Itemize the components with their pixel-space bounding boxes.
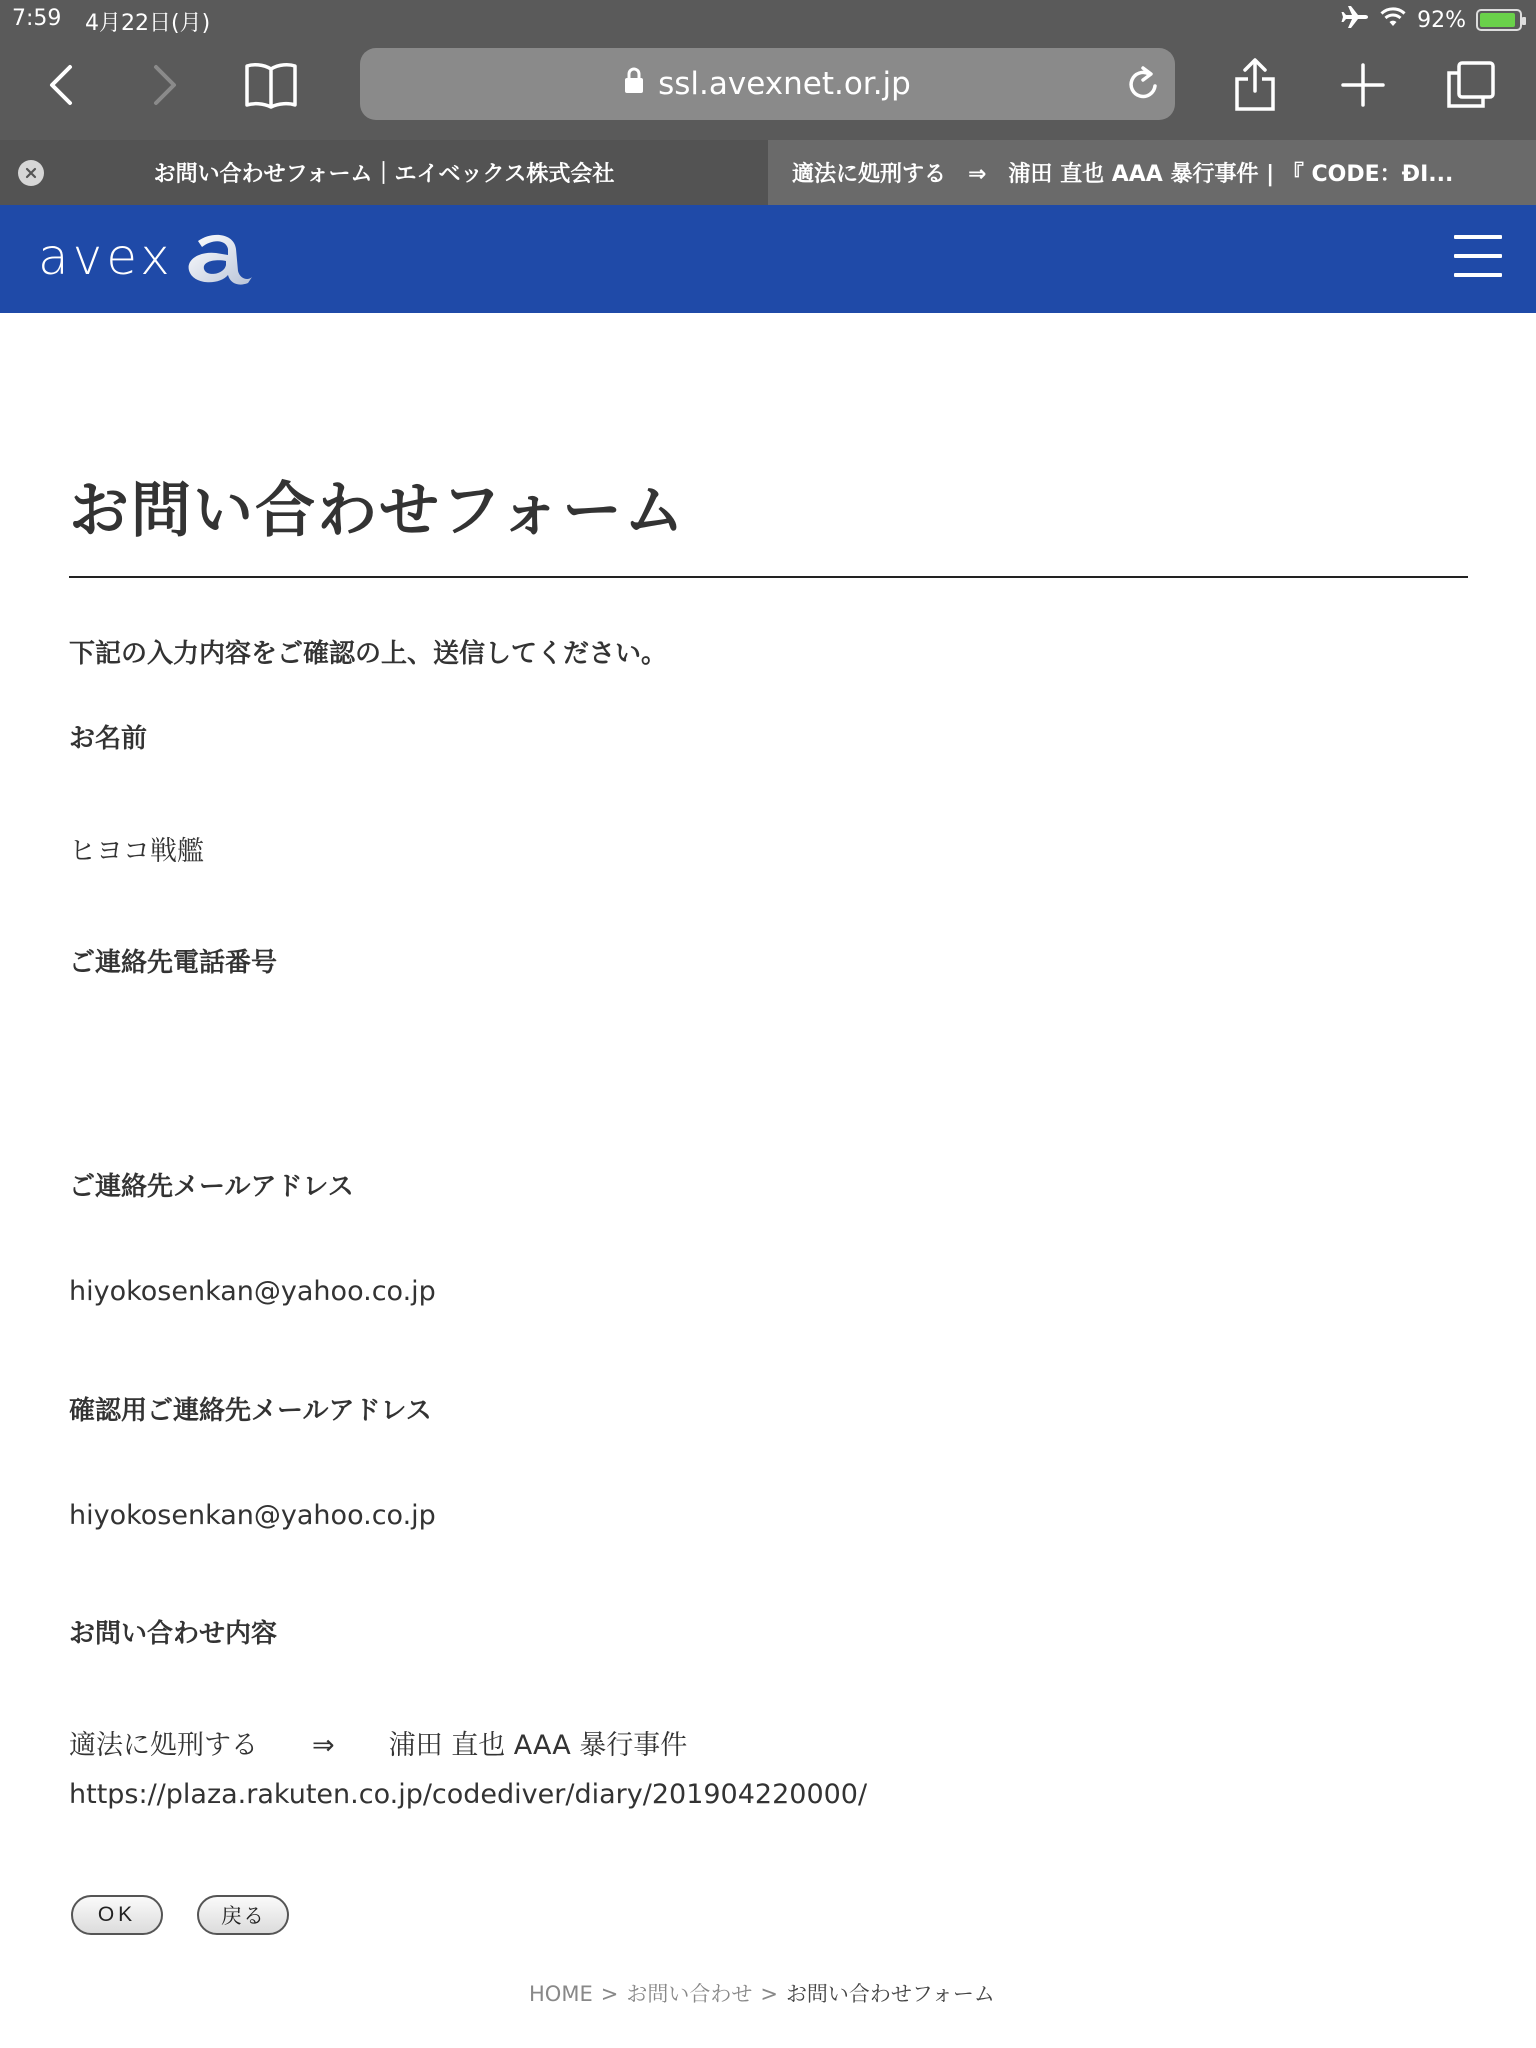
address-bar[interactable] xyxy=(360,48,1175,120)
url-text: ssl.avexnet.or.jp xyxy=(658,66,911,102)
form-actions xyxy=(71,1895,289,1935)
reload-icon[interactable] xyxy=(1125,64,1161,110)
status-time: 7:59 xyxy=(12,6,62,31)
breadcrumb-contact[interactable]: お問い合わせ xyxy=(626,1982,753,2006)
status-bar xyxy=(0,0,1536,40)
page-title: お問い合わせフォーム xyxy=(69,476,686,546)
bookmarks-button[interactable] xyxy=(236,50,306,120)
field-value-email-confirm: hiyokosenkan@yahoo.co.jp xyxy=(69,1500,436,1531)
instruction-text: 下記の入力内容をご確認の上、送信してください。 xyxy=(69,639,668,669)
field-value-inquiry-url: https://plaza.rakuten.co.jp/codediver/diary/201904220000/ xyxy=(69,1779,868,1810)
field-label-phone: ご連絡先電話番号 xyxy=(69,948,278,978)
breadcrumb xyxy=(529,1978,995,2008)
status-indicators xyxy=(1341,5,1522,35)
back-button[interactable] xyxy=(26,50,96,120)
breadcrumb-home[interactable]: HOME xyxy=(529,1982,593,2006)
new-tab-button[interactable] xyxy=(1328,50,1398,120)
tab-strip xyxy=(0,140,1536,205)
breadcrumb-separator: > xyxy=(760,1982,778,2006)
lock-icon xyxy=(624,66,644,102)
breadcrumb-separator: > xyxy=(600,1982,619,2006)
title-divider xyxy=(69,576,1468,578)
field-value-name: ヒヨコ戦艦 xyxy=(69,836,204,867)
wifi-icon xyxy=(1379,6,1407,34)
tab-inactive[interactable] xyxy=(768,140,1536,205)
tab-title: 適法に処刑する ⇒ 浦田 直也 AAA 暴行事件 | 『 CODE：ĐI... xyxy=(792,162,1454,187)
menu-icon[interactable] xyxy=(1454,235,1502,277)
tab-active[interactable] xyxy=(0,140,768,205)
tabs-overview-icon xyxy=(1445,60,1497,110)
forward-button[interactable] xyxy=(130,50,200,120)
share-button[interactable] xyxy=(1220,50,1290,120)
chevron-left-icon xyxy=(46,63,76,107)
field-value-inquiry: 適法に処刑する ⇒ 浦田 直也 AAA 暴行事件 xyxy=(69,1730,688,1761)
tabs-button[interactable] xyxy=(1436,50,1506,120)
tab-title: お問い合わせフォーム｜エイベックス株式会社 xyxy=(153,162,615,187)
chevron-right-icon xyxy=(150,63,180,107)
avex-logo[interactable] xyxy=(38,227,254,287)
status-date: 4月22日(月) xyxy=(85,11,211,36)
plus-icon xyxy=(1341,63,1385,107)
avex-logo-mark-icon xyxy=(182,227,254,287)
field-label-inquiry: お問い合わせ内容 xyxy=(69,1619,278,1649)
breadcrumb-current: お問い合わせフォーム xyxy=(785,1982,995,2006)
battery-percent: 92% xyxy=(1417,7,1466,33)
field-value-email: hiyokosenkan@yahoo.co.jp xyxy=(69,1276,436,1307)
close-tab-icon[interactable] xyxy=(18,160,44,186)
browser-chrome xyxy=(0,0,1536,205)
logo-text: avex xyxy=(38,228,174,286)
field-label-name: お名前 xyxy=(69,724,148,754)
share-icon xyxy=(1233,57,1277,113)
battery-level xyxy=(1480,13,1515,27)
site-header xyxy=(0,205,1536,313)
browser-toolbar xyxy=(0,40,1536,140)
ok-button[interactable]: OK xyxy=(71,1895,163,1935)
field-label-email: ご連絡先メールアドレス xyxy=(69,1172,354,1202)
battery-icon xyxy=(1476,9,1522,31)
airplane-icon xyxy=(1341,5,1369,35)
back-form-button[interactable]: 戻る xyxy=(197,1895,289,1935)
book-icon xyxy=(243,61,299,109)
field-label-email-confirm: 確認用ご連絡先メールアドレス xyxy=(69,1396,432,1426)
